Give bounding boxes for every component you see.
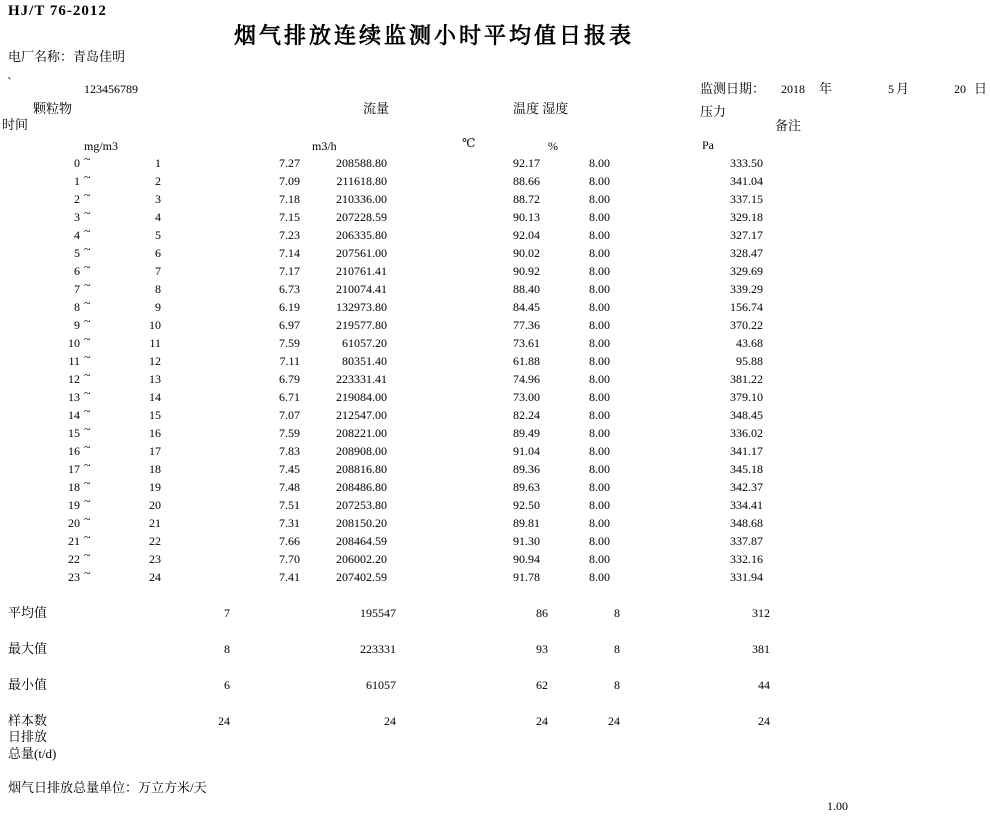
hour-end: 16 [149,426,161,440]
humidity-value: 8.00 [589,336,610,350]
hour-start: 19 [68,498,80,512]
humidity-value: 8.00 [589,480,610,494]
hour-end: 20 [149,498,161,512]
hour-start: 18 [68,480,80,494]
flow-value: 219577.80 [336,318,387,332]
flow-value: 210336.00 [336,192,387,206]
flow-value: 208588.80 [336,156,387,170]
date-label: 监测日期： [700,81,766,96]
hour-start: 20 [68,516,80,530]
hour-start: 8 [74,300,80,314]
pressure-value: 95.88 [736,354,763,368]
table-row [0,550,990,568]
summary-row [0,676,990,694]
particulate-value: 7.41 [279,570,300,584]
hour-range-tilde: ~ [84,260,91,274]
humidity-summary-value: 8 [614,678,620,692]
flow-value: 61057.20 [342,336,387,350]
hour-start: 1 [74,174,80,188]
humidity-value: 8.00 [589,516,610,530]
daily-emission-label-line1: 日排放 [8,729,48,744]
hour-end: 22 [149,534,161,548]
hour-range-tilde: ~ [84,512,91,526]
humidity-summary-value: 8 [614,606,620,620]
hour-start: 21 [68,534,80,548]
particulate-value: 6.97 [279,318,300,332]
header-remark: 备注 [775,118,802,133]
table-row [0,280,990,298]
flow-value: 206335.80 [336,228,387,242]
pressure-value: 337.15 [730,192,763,206]
hour-end: 7 [155,264,161,278]
hour-range-tilde: ~ [84,566,91,580]
humidity-value: 8.00 [589,552,610,566]
temperature-value: 89.36 [513,462,540,476]
hour-range-tilde: ~ [84,170,91,184]
pressure-value: 329.69 [730,264,763,278]
pressure-value: 379.10 [730,390,763,404]
pressure-summary-value: 44 [758,678,770,692]
hour-end: 21 [149,516,161,530]
particulate-value: 6.79 [279,372,300,386]
hour-start: 10 [68,336,80,350]
summary-label: 最小值 [8,677,48,692]
table-row [0,208,990,226]
temperature-summary-value: 62 [536,678,548,692]
hour-start: 9 [74,318,80,332]
humidity-summary-value: 8 [614,642,620,656]
table-row [0,514,990,532]
date-year-unit: 年 [819,81,833,96]
table-row [0,316,990,334]
summary-label: 平均值 [8,605,48,620]
temperature-value: 74.96 [513,372,540,386]
hour-start: 17 [68,462,80,476]
hour-range-tilde: ~ [84,278,91,292]
hour-end: 6 [155,246,161,260]
particulate-summary-value: 6 [224,678,230,692]
pressure-value: 348.45 [730,408,763,422]
hour-range-tilde: ~ [84,242,91,256]
temperature-value: 90.94 [513,552,540,566]
flow-value: 208221.00 [336,426,387,440]
pressure-value: 381.22 [730,372,763,386]
hour-end: 9 [155,300,161,314]
hour-end: 11 [149,336,161,350]
temperature-value: 92.17 [513,156,540,170]
date-day-unit: 日 [974,81,988,96]
particulate-value: 7.14 [279,246,300,260]
pressure-value: 333.50 [730,156,763,170]
hour-end: 3 [155,192,161,206]
temperature-value: 91.78 [513,570,540,584]
hour-end: 8 [155,282,161,296]
standard-code: HJ/T 76-2012 [8,3,107,19]
table-row [0,334,990,352]
table-row [0,298,990,316]
date-day-value: 20 [954,82,966,96]
flow-value: 223331.41 [336,372,387,386]
table-row [0,442,990,460]
pressure-value: 345.18 [730,462,763,476]
hour-end: 1 [155,156,161,170]
flow-value: 208150.20 [336,516,387,530]
flow-value: 212547.00 [336,408,387,422]
particulate-value: 7.15 [279,210,300,224]
hour-end: 18 [149,462,161,476]
hour-start: 16 [68,444,80,458]
table-row [0,244,990,262]
temperature-value: 88.40 [513,282,540,296]
hour-end: 15 [149,408,161,422]
table-row [0,424,990,442]
humidity-summary-value: 24 [608,714,620,728]
temperature-value: 77.36 [513,318,540,332]
unit-particulate: mg/m3 [84,139,119,153]
pressure-value: 329.18 [730,210,763,224]
humidity-value: 8.00 [589,408,610,422]
pressure-value: 370.22 [730,318,763,332]
table-row [0,262,990,280]
humidity-value: 8.00 [589,498,610,512]
temperature-value: 73.00 [513,390,540,404]
humidity-value: 8.00 [589,318,610,332]
hour-end: 10 [149,318,161,332]
hour-end: 17 [149,444,161,458]
humidity-value: 8.00 [589,246,610,260]
flow-summary-value: 195547 [360,606,396,620]
pressure-value: 327.17 [730,228,763,242]
flow-value: 207561.00 [336,246,387,260]
hour-range-tilde: ~ [84,530,91,544]
hour-start: 11 [68,354,80,368]
daily-emission-label-line2: 总量(t/d) [8,746,57,761]
humidity-value: 8.00 [589,156,610,170]
humidity-value: 8.00 [589,264,610,278]
particulate-value: 7.51 [279,498,300,512]
temperature-value: 88.66 [513,174,540,188]
date-month-unit: 月 [896,81,910,96]
flow-value: 211618.80 [336,174,387,188]
flow-value: 207228.59 [336,210,387,224]
pressure-value: 336.02 [730,426,763,440]
hour-range-tilde: ~ [84,548,91,562]
flow-summary-value: 223331 [360,642,396,656]
table-row [0,406,990,424]
serial-tick: ` [7,76,12,91]
humidity-value: 8.00 [589,174,610,188]
hour-end: 12 [149,354,161,368]
temperature-value: 89.49 [513,426,540,440]
hour-start: 23 [68,570,80,584]
pressure-value: 156.74 [730,300,763,314]
date-year-value: 2018 [781,82,805,96]
hour-start: 14 [68,408,80,422]
table-row [0,388,990,406]
plant-name-label: 电厂名称： [8,49,74,64]
summary-row [0,640,990,658]
humidity-value: 8.00 [589,462,610,476]
hour-end: 13 [149,372,161,386]
pressure-value: 334.41 [730,498,763,512]
temperature-value: 92.50 [513,498,540,512]
unit-humidity: % [548,139,558,153]
hour-end: 4 [155,210,161,224]
emission-unit-note: 烟气日排放总量单位：万立方米/天 [8,780,207,795]
flow-value: 206002.20 [336,552,387,566]
humidity-value: 8.00 [589,300,610,314]
pressure-value: 337.87 [730,534,763,548]
unit-flow: m3/h [312,139,337,153]
humidity-value: 8.00 [589,354,610,368]
pressure-summary-value: 24 [758,714,770,728]
hour-range-tilde: ~ [84,458,91,472]
humidity-value: 8.00 [589,534,610,548]
plant-name-value: 青岛佳明 [73,49,126,64]
hour-range-tilde: ~ [84,296,91,310]
pressure-value: 339.29 [730,282,763,296]
hour-start: 13 [68,390,80,404]
hour-start: 6 [74,264,80,278]
table-row [0,172,990,190]
humidity-value: 8.00 [589,426,610,440]
pressure-value: 342.37 [730,480,763,494]
table-row [0,478,990,496]
flow-value: 80351.40 [342,354,387,368]
particulate-value: 7.17 [279,264,300,278]
flow-value: 132973.80 [336,300,387,314]
humidity-value: 8.00 [589,372,610,386]
flow-value: 208464.59 [336,534,387,548]
particulate-value: 7.07 [279,408,300,422]
humidity-value: 8.00 [589,390,610,404]
table-row [0,370,990,388]
humidity-value: 8.00 [589,228,610,242]
hour-start: 2 [74,192,80,206]
summary-label: 最大值 [8,641,48,656]
summary-row [0,604,990,622]
humidity-value: 8.00 [589,570,610,584]
date-month-value: 5 [888,82,894,96]
pressure-value: 332.16 [730,552,763,566]
pressure-value: 331.94 [730,570,763,584]
serial-number: 123456789 [84,82,138,96]
hour-range-tilde: ~ [84,494,91,508]
temperature-value: 82.24 [513,408,540,422]
particulate-summary-value: 8 [224,642,230,656]
particulate-value: 7.66 [279,534,300,548]
table-row [0,190,990,208]
hour-range-tilde: ~ [84,350,91,364]
temperature-value: 61.88 [513,354,540,368]
particulate-value: 7.59 [279,336,300,350]
particulate-value: 7.83 [279,444,300,458]
temperature-value: 92.04 [513,228,540,242]
hour-start: 0 [74,156,80,170]
hour-end: 14 [149,390,161,404]
hour-range-tilde: ~ [84,368,91,382]
temperature-value: 90.92 [513,264,540,278]
daily-total-value: 1.00 [827,799,848,813]
temperature-value: 89.63 [513,480,540,494]
pressure-value: 348.68 [730,516,763,530]
hour-range-tilde: ~ [84,404,91,418]
hour-range-tilde: ~ [84,224,91,238]
pressure-summary-value: 312 [752,606,770,620]
hour-range-tilde: ~ [84,152,91,166]
table-row [0,568,990,586]
table-row [0,352,990,370]
temperature-value: 84.45 [513,300,540,314]
temperature-value: 88.72 [513,192,540,206]
report-title: 烟气排放连续监测小时平均值日报表 [234,23,635,48]
particulate-value: 7.23 [279,228,300,242]
particulate-value: 7.31 [279,516,300,530]
pressure-summary-value: 381 [752,642,770,656]
temperature-value: 89.81 [513,516,540,530]
hour-end: 2 [155,174,161,188]
hour-end: 5 [155,228,161,242]
hour-range-tilde: ~ [84,440,91,454]
hour-range-tilde: ~ [84,386,91,400]
temperature-value: 91.30 [513,534,540,548]
header-time: 时间 [2,117,29,132]
flow-value: 208816.80 [336,462,387,476]
header-temp-humidity: 温度 湿度 [513,101,569,116]
flow-summary-value: 61057 [366,678,396,692]
hour-range-tilde: ~ [84,422,91,436]
unit-temperature: ℃ [462,136,476,150]
humidity-value: 8.00 [589,444,610,458]
summary-label: 样本数 [8,713,48,728]
hour-start: 5 [74,246,80,260]
table-row [0,226,990,244]
temperature-summary-value: 24 [536,714,548,728]
temperature-value: 73.61 [513,336,540,350]
particulate-value: 7.70 [279,552,300,566]
flow-value: 207253.80 [336,498,387,512]
temperature-value: 90.02 [513,246,540,260]
table-row [0,496,990,514]
particulate-value: 7.45 [279,462,300,476]
temperature-value: 90.13 [513,210,540,224]
hour-range-tilde: ~ [84,314,91,328]
particulate-value: 6.71 [279,390,300,404]
pressure-value: 43.68 [736,336,763,350]
hour-range-tilde: ~ [84,332,91,346]
hour-start: 15 [68,426,80,440]
flow-value: 210761.41 [336,264,387,278]
temperature-summary-value: 86 [536,606,548,620]
header-flow: 流量 [363,101,390,116]
humidity-value: 8.00 [589,282,610,296]
hour-range-tilde: ~ [84,476,91,490]
flow-value: 207402.59 [336,570,387,584]
particulate-value: 7.11 [279,354,300,368]
plant-name-line [8,49,125,64]
particulate-summary-value: 24 [218,714,230,728]
hour-end: 19 [149,480,161,494]
flow-value: 219084.00 [336,390,387,404]
table-row [0,460,990,478]
hour-start: 22 [68,552,80,566]
hour-end: 24 [149,570,161,584]
flow-value: 208908.00 [336,444,387,458]
pressure-value: 341.17 [730,444,763,458]
header-particulate: 颗粒物 [33,101,73,116]
temperature-summary-value: 93 [536,642,548,656]
humidity-value: 8.00 [589,192,610,206]
humidity-value: 8.00 [589,210,610,224]
particulate-value: 6.73 [279,282,300,296]
hour-start: 7 [74,282,80,296]
hour-range-tilde: ~ [84,206,91,220]
particulate-value: 7.59 [279,426,300,440]
hour-start: 12 [68,372,80,386]
particulate-value: 7.48 [279,480,300,494]
hour-range-tilde: ~ [84,188,91,202]
header-pressure: 压力 [700,104,727,119]
particulate-value: 7.27 [279,156,300,170]
particulate-summary-value: 7 [224,606,230,620]
table-row [0,154,990,172]
flow-value: 208486.80 [336,480,387,494]
flow-value: 210074.41 [336,282,387,296]
particulate-value: 7.09 [279,174,300,188]
particulate-value: 6.19 [279,300,300,314]
unit-pressure: Pa [702,138,714,152]
table-row [0,532,990,550]
flow-summary-value: 24 [384,714,396,728]
pressure-value: 328.47 [730,246,763,260]
summary-row [0,712,990,730]
hour-start: 4 [74,228,80,242]
hour-end: 23 [149,552,161,566]
temperature-value: 91.04 [513,444,540,458]
hour-start: 3 [74,210,80,224]
pressure-value: 341.04 [730,174,763,188]
particulate-value: 7.18 [279,192,300,206]
